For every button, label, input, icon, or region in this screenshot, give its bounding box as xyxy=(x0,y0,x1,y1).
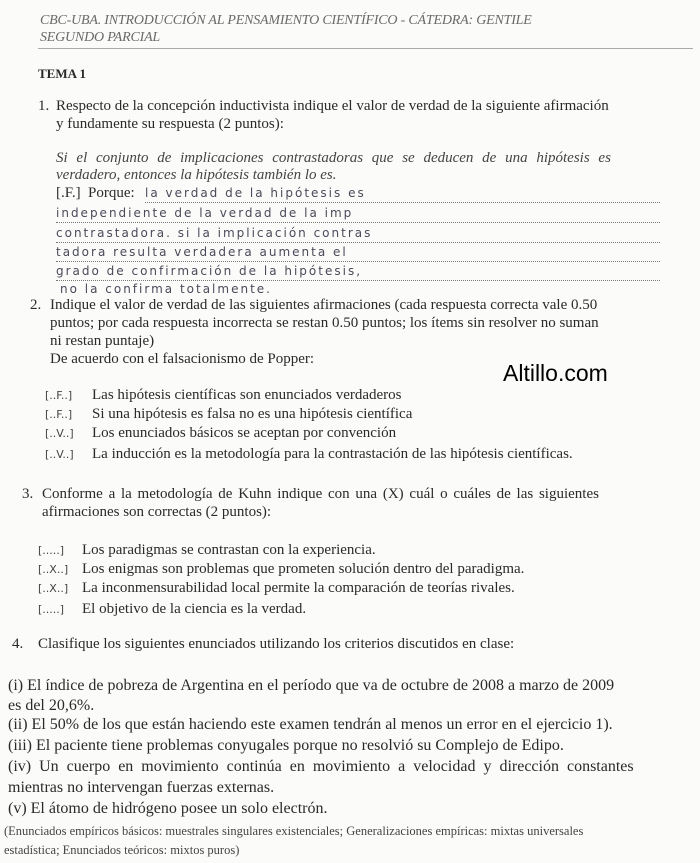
q2-number: 2. xyxy=(30,297,42,313)
q2-text: ni restan puntaje) xyxy=(50,333,155,349)
q3-number: 3. xyxy=(22,486,34,502)
q3-item-text: La inconmensurabilidad local permite la comparación de teorías rivales. xyxy=(82,580,515,596)
q2-text: puntos; por cada respuesta incorrecta se restan 0.50 puntos; los ítems sin resolver no suman xyxy=(50,315,599,331)
q3-item-mark: [..X..] xyxy=(38,582,69,595)
section-title: TEMA 1 xyxy=(38,66,87,81)
q4-statement: (iv) Un cuerpo en movimiento continúa en movimiento a velocidad y dirección constantes xyxy=(8,758,634,775)
header-divider xyxy=(38,48,693,49)
q1-handwritten-answer: no la confirma totalmente. xyxy=(60,282,272,296)
q1-handwritten-answer: independiente de la verdad de la imp xyxy=(56,204,660,223)
q2-text: Indique el valor de verdad de las siguientes afirmaciones (cada respuesta correcta vale 0.50 xyxy=(50,297,598,313)
q3-item-text: Los paradigmas se contrastan con la experiencia. xyxy=(82,542,376,558)
header-subtitle: SEGUNDO PARCIAL xyxy=(40,30,161,45)
q3-text: afirmaciones son correctas (2 puntos): xyxy=(42,504,272,520)
q3-item-text: El objetivo de la ciencia es la verdad. xyxy=(82,601,307,617)
q2-item-mark: [..V..] xyxy=(45,427,74,440)
q4-statement: (i) El índice de pobreza de Argentina en el período que va de octubre de 2008 a marzo de 2009 xyxy=(8,677,615,694)
q4-statement: (iii) El paciente tiene problemas conyugales porque no resolvió su Complejo de Edipo. xyxy=(8,737,564,754)
q1-text: y fundamente su respuesta (2 puntos): xyxy=(56,116,284,132)
q1-porque-label: Porque: xyxy=(88,185,135,201)
q1-text: Respecto de la concepción inductivista indique el valor de verdad de la siguiente afirmación xyxy=(56,98,609,114)
q3-item-mark: [.....] xyxy=(38,544,65,557)
q4-text: Clasifique los siguientes enunciados utilizando los criterios discutidos en clase: xyxy=(38,636,515,652)
q2-item-text: Los enunciados básicos se aceptan por convención xyxy=(92,425,397,441)
q3-item-mark: [.....] xyxy=(38,603,65,616)
q4-number: 4. xyxy=(12,636,24,652)
q4-statement: (ii) El 50% de los que están haciendo este examen tendrán al menos un error en el ejercicio 1). xyxy=(8,716,613,733)
q2-item-mark: [..V..] xyxy=(45,448,74,461)
q4-statement: (v) El átomo de hidrógeno posee un solo electrón. xyxy=(8,800,328,817)
q1-handwritten-answer: tadora resulta verdadera aumenta el xyxy=(56,243,660,262)
header-title: CBC-UBA. INTRODUCCIÓN AL PENSAMIENTO CIENTÍFICO - CÁTEDRA: GENTILE xyxy=(40,13,532,28)
q1-statement: verdadero, entonces la hipótesis también lo es. xyxy=(56,167,337,183)
q2-item-mark: [..F..] xyxy=(45,389,73,402)
q1-handwritten-answer: contrastadora. si la implicación contras xyxy=(56,224,660,243)
q4-statement: mientras no intervengan fuerzas externas. xyxy=(8,779,275,796)
q3-text: Conforme a la metodología de Kuhn indique con una (X) cuál o cuáles de las siguientes xyxy=(42,486,599,502)
q3-item-text: Los enigmas son problemas que prometen solución dentro del paradigma. xyxy=(82,561,525,577)
q1-handwritten-answer: grado de confirmación de la hipótesis, xyxy=(56,262,660,281)
q4-footnote: estadística; Enunciados teóricos: mixtos puros) xyxy=(4,843,240,857)
q4-footnote: (Enunciados empíricos básicos: muestrales singulares existenciales; Generalizaciones empíricas: mixtas universales xyxy=(4,824,584,838)
q3-item-mark: [..X..] xyxy=(38,563,69,576)
altillo-watermark: Altillo.com xyxy=(503,360,608,386)
q4-statement: es del 20,6%. xyxy=(8,697,95,714)
q2-text: De acuerdo con el falsacionismo de Popper: xyxy=(50,351,315,367)
q1-statement: Si el conjunto de implicaciones contrastadoras que se deducen de una hipótesis es xyxy=(56,150,611,166)
q2-item-mark: [..F..] xyxy=(45,408,73,421)
q1-handwritten-answer: la verdad de la hipótesis es xyxy=(145,184,660,203)
q2-item-text: La inducción es la metodología para la contrastación de las hipótesis científicas. xyxy=(92,446,573,462)
q2-item-text: Si una hipótesis es falsa no es una hipótesis científica xyxy=(92,406,413,422)
q1-number: 1. xyxy=(38,98,50,114)
q1-answer-mark: [.F.] xyxy=(56,185,81,201)
q2-item-text: Las hipótesis científicas son enunciados verdaderos xyxy=(92,387,402,403)
